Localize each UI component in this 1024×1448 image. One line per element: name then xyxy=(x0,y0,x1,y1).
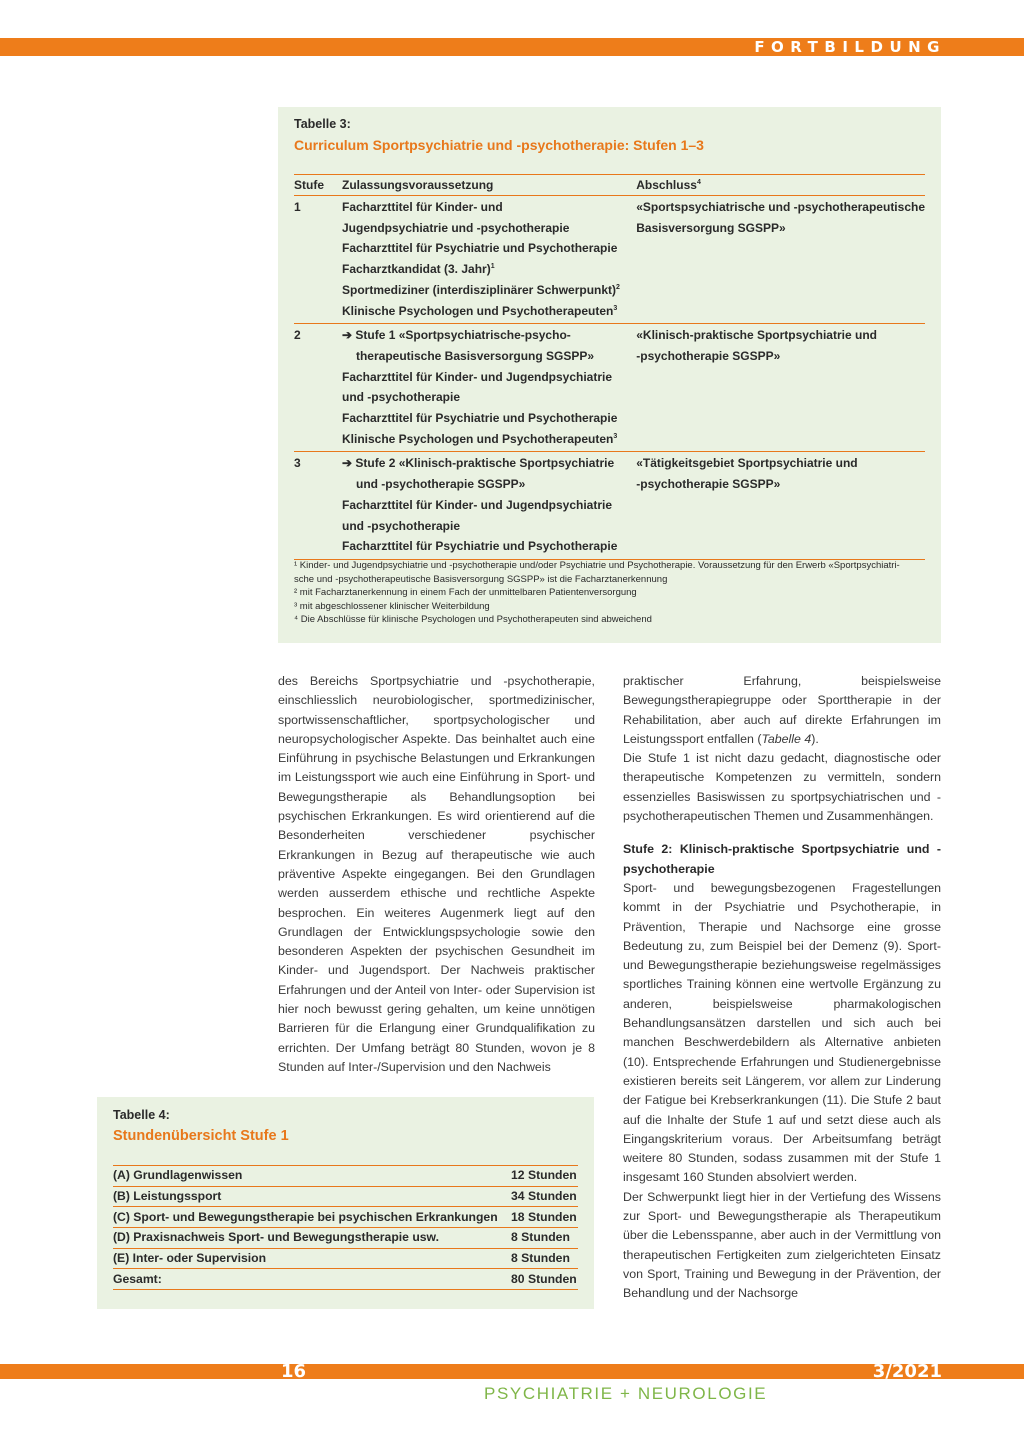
zulassung-line xyxy=(342,453,636,474)
table4-row xyxy=(113,1269,578,1290)
abschluss-line: «Klinisch-praktische Sportpsychiatrie und xyxy=(636,328,877,343)
zulassung-text: und -psychotherapie SGSPP» xyxy=(355,477,526,492)
hours-value: 8 Stunden xyxy=(511,1228,578,1249)
table4-title: Stundenübersicht Stufe 1 xyxy=(113,1128,289,1144)
stufe-number-text: 2 xyxy=(294,328,301,343)
page-number: 16 xyxy=(281,1361,307,1382)
category-label: (E) Inter- oder Supervision xyxy=(113,1248,511,1269)
zulassung-line xyxy=(342,218,636,239)
zulassung-line xyxy=(342,474,636,495)
zulassung-line xyxy=(342,408,636,429)
table4-row xyxy=(113,1207,578,1228)
zulassung-line xyxy=(342,367,636,388)
abschluss-cell xyxy=(636,324,925,452)
issue-number: 3/2021 xyxy=(872,1361,942,1382)
zulassung-line xyxy=(342,197,636,218)
category-label: (A) Grundlagenwissen xyxy=(113,1166,511,1187)
header-bar xyxy=(0,38,1024,56)
hours-value: 18 Stunden xyxy=(511,1207,578,1228)
header-stufe: Stufe xyxy=(294,175,342,196)
footnote-line: sche und -psychotherapeutische Basisversorgung SGSPP» ist die Facharztanerkennung xyxy=(294,573,668,585)
zulassung-cell xyxy=(342,324,636,452)
abschluss-line: -psychotherapie SGSPP» xyxy=(636,477,781,492)
table4 xyxy=(113,1165,578,1290)
table3-caption: Tabelle 3: xyxy=(294,117,351,131)
zulassung-cell xyxy=(342,196,636,324)
table3-row xyxy=(294,196,925,324)
zulassung-text: Klinische Psychologen und Psychotherapeuten xyxy=(341,431,614,446)
header-abschluss-sup: 4 xyxy=(696,179,701,186)
footnote-marker: 3 xyxy=(613,432,618,440)
hours-value: 12 Stunden xyxy=(511,1166,578,1187)
table4-row xyxy=(113,1186,578,1207)
table3-body xyxy=(294,196,925,560)
table3-row xyxy=(294,324,925,452)
stufe-number xyxy=(294,196,342,324)
footnote-marker: 3 xyxy=(613,304,618,312)
body-right-paragraph-3: Sport- und bewegungsbezogenen Fragestellungen kommt in der Psychiatrie und Psychotherapie, in Prävention, Therapie und Nachsorge eine grosse Bedeutung zu, zum Beispiel bei der Demenz (9). Sport- und Bewegungstherapie beziehungsweise regelmässiges sportliches Training können eine wertvolle Ergänzung zu anderen, beispielsweise pharmakologischen Behandlungsansätzen darstellen und sich auch bei manchen Beschwerdebildern als Alternative anbieten (10). Entsprechende Erfahrungen und Studienergebnisse existieren bereits seit Längerem, vor allem zur Linderung der Fatigue bei Krebserkrankungen (11). Die Stufe 2 baut auf die Inhalte der Stufe 1 auf und setzt diese auch als Eingangskriterium voraus. Der Arbeitsumfang beträgt weitere 80 Stunden, sodass zusammen mit der Stufe 1 insgesamt 160 Stunden absolviert werden. xyxy=(623,880,941,1185)
footnote-marker: 2 xyxy=(616,283,620,291)
abschluss-line: Basisversorgung SGSPP» xyxy=(636,220,786,235)
table4-reference: Tabelle 4 xyxy=(761,731,812,746)
header-abschluss xyxy=(636,175,925,196)
category-label: (D) Praxisnachweis Sport- und Bewegungstherapie usw. xyxy=(113,1228,511,1249)
stufe-number xyxy=(294,452,342,560)
zulassung-text: Sportmediziner (interdisziplinärer Schwerpunkt) xyxy=(341,282,617,297)
p1-text-b: ). xyxy=(811,731,819,746)
zulassung-text: Klinische Psychologen und Psychotherapeuten xyxy=(341,303,614,318)
table3-footnotes xyxy=(294,559,925,627)
table4-box xyxy=(97,1097,594,1309)
header-abschluss-text: Abschluss xyxy=(636,178,697,192)
abschluss-line: «Sportspsychiatrische und -psychotherapeutische xyxy=(636,200,925,214)
zulassung-text: ➔ Stufe 1 «Sportpsychiatrische-psycho- xyxy=(341,328,571,343)
abschluss-cell xyxy=(636,452,925,560)
zulassung-line xyxy=(342,301,636,322)
table4-row xyxy=(113,1228,578,1249)
zulassung-text: Facharzttitel für Kinder- und xyxy=(341,200,503,214)
zulassung-line xyxy=(342,387,636,408)
footnote-line: ⁴ Die Abschlüsse für klinische Psychologen und Psychotherapeuten sind abweichend xyxy=(294,614,652,625)
footnote-line: ¹ Kinder- und Jugendpsychiatrie und -psychotherapie und/oder Psychiatrie und Psychotherapie. Voraussetzung für den Erwerb «Sportpsychiatri- xyxy=(294,560,900,571)
table4-row xyxy=(113,1166,578,1187)
section-label: FORTBILDUNG xyxy=(754,38,946,56)
zulassung-line xyxy=(342,536,636,557)
table3-title: Curriculum Sportpsychiatrie und -psychotherapie: Stufen 1–3 xyxy=(294,137,704,153)
zulassung-cell xyxy=(342,452,636,560)
section-subheading: Stufe 2: Klinisch-praktische Sportpsychiatrie und -psychotherapie xyxy=(623,842,941,876)
body-right-paragraph-1 xyxy=(623,672,941,749)
table3-header-row xyxy=(294,175,925,196)
body-right-paragraph-2: Die Stufe 1 ist nicht dazu gedacht, diagnostische oder therapeutische Kompetenzen zu vermitteln, sondern essenzielles Basiswissen zu sportpsychiatrischen und -psychotherapeutischen Themen und Zusammenhängen. xyxy=(623,751,941,824)
stufe-number xyxy=(294,324,342,452)
p1-text-a: praktischer Erfahrung, beispielsweise Bewegungstherapiegruppe oder Sporttherapie in der Rehabilitation, aber auch auf direkte Erfahrungen im Leistungssport entfallen ( xyxy=(623,674,941,746)
footnote-line: ³ mit abgeschlossener klinischer Weiterbildung xyxy=(294,600,490,612)
abschluss-cell xyxy=(636,196,925,324)
body-left-paragraph: des Bereichs Sportpsychiatrie und -psychotherapie, einschliesslich neurobiologischer, sportmedizinischer, sportwissenschaftlicher, sportpsychologischer und neuropsychologischer Aspekte. Das beinhaltet auch eine Einführung in psychische Belastungen und Erkrankungen im Leistungssport wie auch eine Einführung in Sport- und Bewegungstherapie als Behandlungsoption bei psychischen Erkrankungen. Es wird orientierend auf die Besonderheiten verschiedener psychischer Erkrankungen in Bezug auf therapeutische wie auch präventive Aspekte eingegangen. Bei den Grundlagen werden ausserdem ethische und rechtliche Aspekte besprochen. Ein weiteres Augenmerk liegt auf den Grundlagen der Entwicklungspsychologie sowie den besonderen Aspekten der psychischen Gesundheit im Kinder- und Jugendsport. Der Nachweis praktischer Erfahrungen und der Anteil von Inter- oder Supervision ist hier noch bewusst gering gehalten, um keine unnötigen Barrieren für die Erlangung einer Grundqualifikation zu errichten. Der Umfang beträgt 80 Stunden, wovon je 8 Stunden auf Inter-/Supervision und den Nachweis xyxy=(278,674,595,1074)
body-column-left xyxy=(278,672,595,1077)
zulassung-text: und -psychotherapie xyxy=(341,390,460,405)
zulassung-line xyxy=(342,238,636,259)
footer-bar xyxy=(0,1364,1024,1379)
footnote-line: ² mit Facharztanerkennung in einem Fach der unmittelbaren Patientenversorgung xyxy=(294,587,637,598)
table3-box xyxy=(278,107,941,643)
table4-row xyxy=(113,1248,578,1269)
journal-name: PSYCHIATRIE + NEUROLOGIE xyxy=(484,1384,768,1403)
header-zulassung: Zulassungsvoraussetzung xyxy=(342,175,636,196)
zulassung-line xyxy=(342,259,636,280)
table3 xyxy=(294,174,925,560)
zulassung-text: Facharzttitel für Kinder- und Jugendpsychiatrie xyxy=(341,497,613,512)
body-column-right xyxy=(623,672,941,1304)
zulassung-line xyxy=(342,495,636,516)
zulassung-text: Facharzttitel für Kinder- und Jugendpsychiatrie xyxy=(341,369,613,384)
zulassung-text: Facharzttitel für Psychiatrie und Psychotherapie xyxy=(341,539,618,554)
category-label: (B) Leistungssport xyxy=(113,1186,511,1207)
stufe-number-text: 3 xyxy=(294,456,301,471)
hours-value: 34 Stunden xyxy=(511,1186,578,1207)
table4-caption: Tabelle 4: xyxy=(113,1108,170,1122)
zulassung-text: Facharzttitel für Psychiatrie und Psychotherapie xyxy=(341,411,618,426)
table3-row xyxy=(294,452,925,560)
table4-body xyxy=(113,1166,578,1290)
zulassung-text: Facharztkandidat (3. Jahr) xyxy=(341,262,491,277)
zulassung-line xyxy=(342,280,636,301)
abschluss-line: «Tätigkeitsgebiet Sportpsychiatrie und xyxy=(636,456,858,471)
zulassung-line xyxy=(342,429,636,450)
zulassung-text: ➔ Stufe 2 «Klinisch-praktische Sportpsychiatrie xyxy=(341,456,615,471)
zulassung-line xyxy=(342,325,636,346)
hours-value: 80 Stunden xyxy=(511,1269,578,1290)
abschluss-line: -psychotherapie SGSPP» xyxy=(636,348,781,363)
stufe-number-text: 1 xyxy=(294,200,301,214)
category-label: (C) Sport- und Bewegungstherapie bei psychischen Erkrankungen xyxy=(113,1207,511,1228)
zulassung-line xyxy=(342,516,636,537)
zulassung-line xyxy=(342,346,636,367)
zulassung-text: Jugendpsychiatrie und -psychotherapie xyxy=(341,220,570,235)
hours-value: 8 Stunden xyxy=(511,1248,578,1269)
category-label: Gesamt: xyxy=(113,1269,511,1290)
footnote-marker: 1 xyxy=(490,263,495,271)
zulassung-text: und -psychotherapie xyxy=(341,518,460,533)
body-right-paragraph-4: Der Schwerpunkt liegt hier in der Vertiefung des Wissens zur Sport- und Bewegungstherapie als Therapeutikum über die Lebensspanne, aber auch in der Vermittlung von therapeutischen Fertigkeiten zum zielgerichteten Einsatz von Sport, Training und Bewegung in der Prävention, der Behandlung und der Nachsorge xyxy=(623,1189,941,1301)
zulassung-text: therapeutische Basisversorgung SGSPP» xyxy=(355,348,595,363)
zulassung-text: Facharzttitel für Psychiatrie und Psychotherapie xyxy=(341,241,618,256)
